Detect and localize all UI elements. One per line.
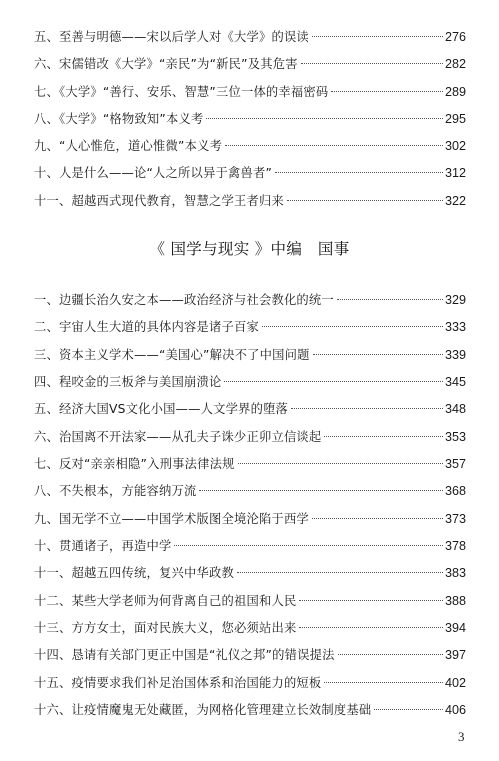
dot-leader (199, 490, 443, 491)
toc-entry-page: 368 (444, 484, 466, 499)
dot-leader (338, 654, 443, 655)
toc-entry (34, 506, 466, 533)
dot-leader (374, 709, 443, 710)
dot-leader (312, 36, 443, 37)
dot-leader (174, 545, 443, 546)
dot-leader (287, 200, 443, 201)
toc-entry-page: 378 (444, 539, 466, 554)
toc-entry (34, 342, 466, 369)
toc-entry-page: 357 (444, 457, 466, 472)
toc-entry-title: 五、至善与明德——宋以后学人对《大学》的误读 (34, 30, 309, 44)
toc-entry-page: 329 (444, 293, 466, 307)
toc-entry-page: 406 (444, 703, 466, 718)
toc-entry (34, 106, 466, 133)
dot-leader (224, 381, 443, 382)
toc-entry-title: 五、经济大国VS文化小国——人文学界的堕落 (34, 402, 289, 417)
toc-entry-title: 十二、某些大学老师为何背离自己的祖国和人民 (34, 593, 297, 608)
toc-entry-title: 八、《大学》“格物致知”本义考 (34, 111, 204, 126)
toc-entry-title: 十五、疫情要求我们补足治国体系和治国能力的短板 (34, 675, 322, 690)
toc-entry (34, 697, 466, 724)
toc-entry-page: 302 (444, 139, 466, 154)
toc-entry-title: 一、边疆长治久安之本——政治经济与社会教化的统一 (34, 293, 334, 307)
toc-entry-title: 八、不失根本，方能容纳万流 (34, 484, 197, 499)
dot-leader (313, 354, 443, 355)
toc-entry (34, 533, 466, 560)
toc-entry-title: 十、贯通诸子，再造中学 (34, 539, 172, 554)
toc-entry (34, 314, 466, 341)
toc-entry (34, 188, 466, 215)
dot-leader (262, 326, 443, 327)
dot-leader (206, 118, 443, 119)
toc-entry-page: 345 (444, 375, 466, 390)
toc-entry-page: 388 (444, 593, 466, 608)
dot-leader (225, 145, 443, 146)
toc-entry (34, 79, 466, 106)
toc-entry-title: 六、宋儒错改《大学》“亲民”为“新民”及其危害 (34, 57, 298, 72)
toc-entry-title: 三、资本主义学术——“美国心”解决不了中国问题 (34, 347, 310, 362)
toc-entry (34, 670, 466, 697)
toc-entry-title: 九、“人心惟危，道心惟微”本义考 (34, 139, 223, 154)
dot-leader (275, 172, 443, 173)
dot-leader (324, 682, 443, 683)
toc-entry-page: 397 (444, 648, 466, 663)
toc-entry-title: 十一、超越西式现代教育，智慧之学王者归来 (34, 193, 284, 208)
toc-entry (34, 560, 466, 587)
dot-leader (299, 627, 443, 628)
page-number: 3 (458, 729, 465, 744)
toc-entry-page: 402 (444, 675, 466, 690)
toc-entry-title: 十六、让疫情魔鬼无处藏匿，为网格化管理建立长效制度基础 (34, 703, 372, 718)
dot-leader (324, 436, 443, 437)
dot-leader (291, 408, 443, 409)
dot-leader (238, 463, 443, 464)
dot-leader (237, 572, 443, 573)
toc-entry-page: 373 (444, 511, 466, 526)
toc-entry-page: 383 (444, 566, 466, 581)
dot-leader (331, 91, 443, 92)
toc-entry-page: 289 (444, 84, 466, 99)
dot-leader (299, 600, 443, 601)
toc-entry-page: 353 (444, 429, 466, 444)
toc-entry (34, 160, 466, 187)
toc-list-middle-part (34, 287, 466, 725)
toc-entry-page: 394 (444, 621, 466, 636)
section-heading: 《 国学与现实 》中编 国事 (149, 240, 350, 258)
toc-entry (34, 424, 466, 451)
toc-entry (34, 369, 466, 396)
toc-entry (34, 287, 466, 314)
toc-entry-title: 九、国无学不立——中国学术版图全境沦陷于西学 (34, 511, 309, 526)
dot-leader (301, 63, 443, 64)
toc-entry-title: 六、治国离不开法家——从孔夫子诛少正卯立信谈起 (34, 429, 322, 444)
toc-entry (34, 51, 466, 78)
toc-list-upper (34, 24, 466, 215)
toc-entry-page: 276 (444, 30, 466, 44)
toc-entry-page: 333 (444, 320, 466, 335)
dot-leader (337, 299, 443, 300)
toc-entry-page: 282 (444, 57, 466, 72)
toc-entry-page: 295 (444, 111, 466, 126)
toc-entry-title: 十、人是什么——论“人之所以异于禽兽者” (34, 166, 273, 181)
toc-entry (34, 451, 466, 478)
toc-entry-title: 二、宇宙人生大道的具体内容是诸子百家 (34, 320, 259, 335)
toc-entry-title: 七、《大学》“善行、安乐、智慧”三位一体的幸福密码 (34, 84, 329, 99)
toc-entry-page: 348 (444, 402, 466, 417)
toc-entry-title: 十一、超越五四传统，复兴中华政教 (34, 566, 234, 581)
toc-entry (34, 642, 466, 669)
toc-entry-page: 322 (444, 193, 466, 208)
toc-entry (34, 24, 466, 51)
toc-entry-page: 339 (444, 347, 466, 362)
toc-entry (34, 396, 466, 423)
toc-entry (34, 588, 466, 615)
toc-entry (34, 133, 466, 160)
toc-entry-title: 七、反对“亲亲相隐”入刑事法律法规 (34, 457, 235, 472)
toc-entry-title: 十三、方方女士，面对民族大义，您必须站出来 (34, 621, 297, 636)
toc-entry-page: 312 (444, 166, 466, 181)
toc-entry (34, 615, 466, 642)
toc-entry (34, 478, 466, 505)
toc-entry-title: 四、程咬金的三板斧与美国崩溃论 (34, 375, 222, 390)
dot-leader (312, 518, 443, 519)
toc-entry-title: 十四、恳请有关部门更正中国是“礼仪之邦”的错误提法 (34, 648, 335, 663)
